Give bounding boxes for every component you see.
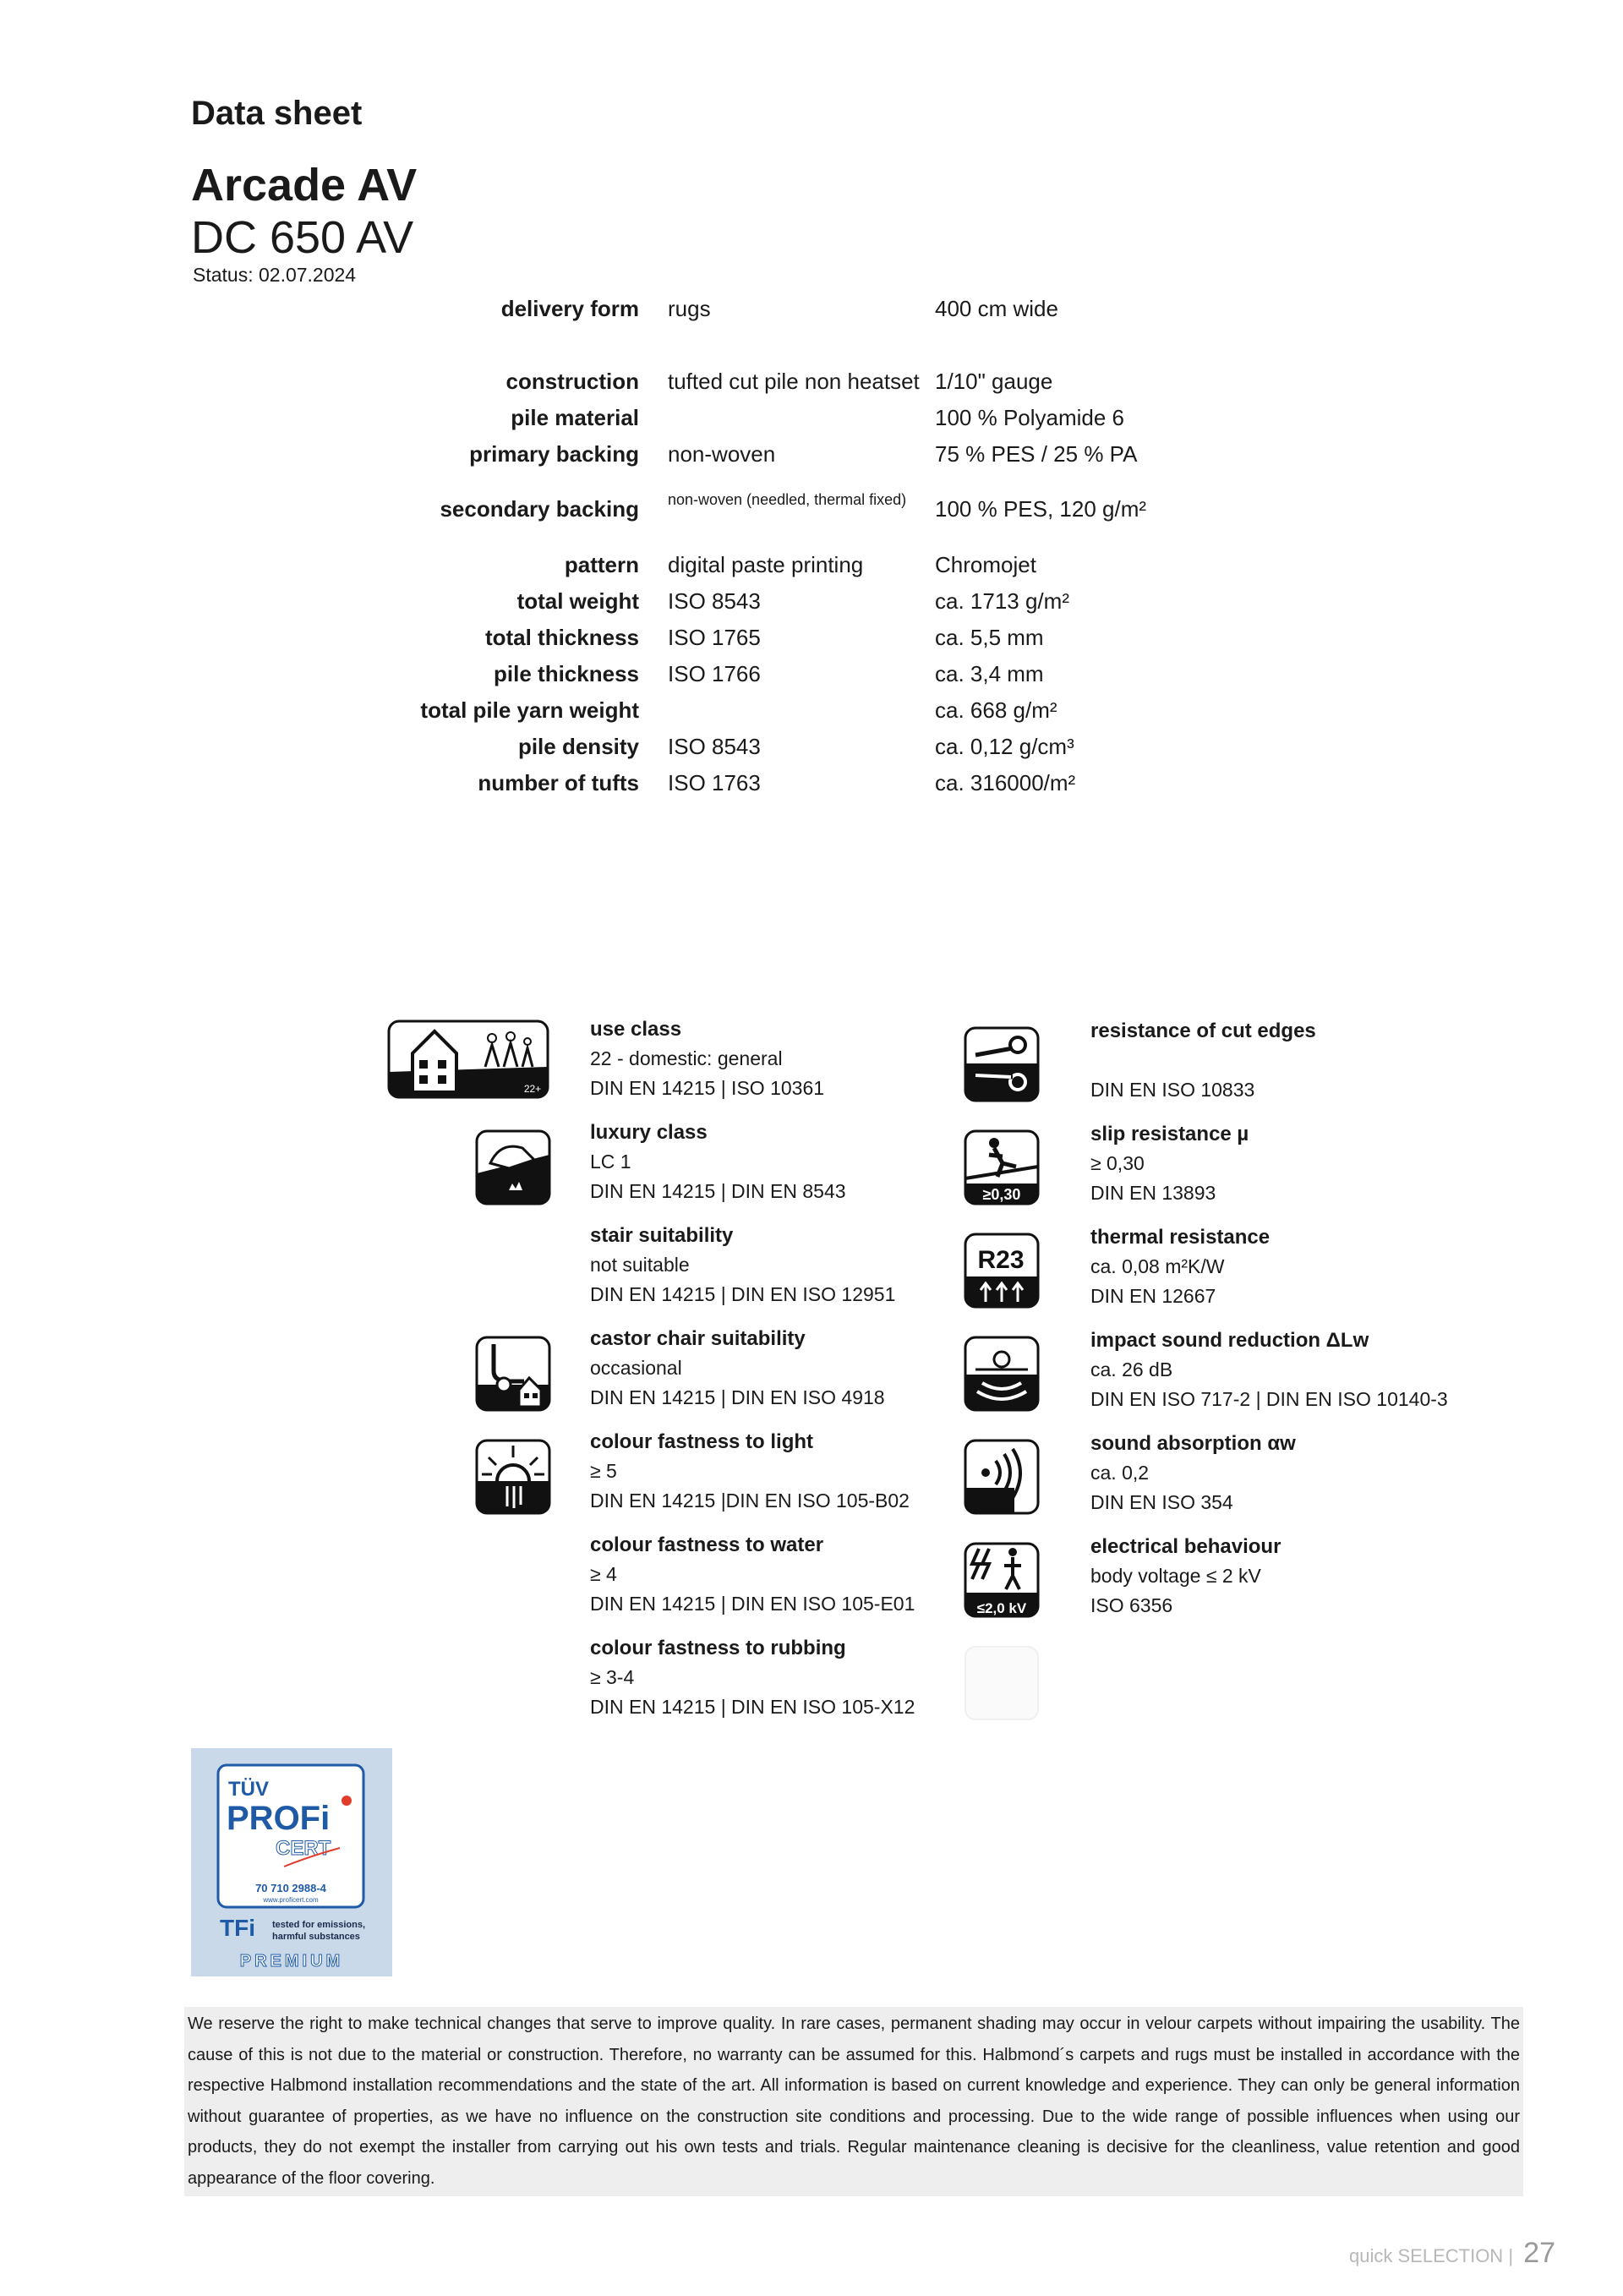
property-title: luxury class [590, 1121, 708, 1144]
page-number: 27 [1523, 2237, 1555, 2269]
tuv-profi-cert-logo [191, 1748, 392, 1976]
svg-text:harmful substances: harmful substances [272, 1932, 360, 1942]
thermal-badge: R23 [977, 1246, 1025, 1274]
spec-value-1: non-woven (needled, thermal fixed) [668, 491, 907, 508]
disclaimer-text: We reserve the right to make technical changes that serve to improve quality. In rare cases, permanent shading may occur in velour carpets without impairing the usability. The cause of this is not due to the material or construction. Therefore, no warranty can be assumed for this. Halbmond´s carpets and rugs must be installed in accordance with the respective Halbmond installation recommendations and the state of the art. All information is based on current knowledge and experience. They can only be general information without guarantee of properties, as we have no influence on the construction site conditions and processing. Due to the wide range of possible influences when using our products, they do not exempt the installer from carrying out his own tests and trials. Regular maintenance cleaning is decisive for the cleanliness, value retention and good appearance of the floor covering. [184, 2007, 1523, 2196]
property-standard: DIN EN ISO 717-2 | DIN EN ISO 10140-3 [1090, 1388, 1448, 1410]
spec-row [0, 734, 1623, 768]
svg-text:70 710 2988-4: 70 710 2988-4 [255, 1882, 326, 1894]
property-title: thermal resistance [1090, 1226, 1271, 1249]
spec-value-2: 100 % PES, 120 g/m² [935, 496, 1147, 522]
status-date: Status: 02.07.2024 [193, 264, 357, 286]
svg-text:PREMIUM: PREMIUM [239, 1952, 344, 1971]
property-rubbing-fastness [590, 1633, 1063, 1722]
property-value: occasional [590, 1357, 682, 1379]
property-value: 22 - domestic: general [590, 1047, 783, 1069]
property-value: ca. 0,2 [1090, 1462, 1150, 1484]
footer-section: quick SELECTION [1349, 2245, 1504, 2266]
property-value: not suitable [590, 1254, 690, 1276]
property-value: ≥ 4 [590, 1563, 617, 1585]
property-sound-absorption [1090, 1429, 1564, 1517]
spec-value-1: ISO 8543 [668, 588, 761, 614]
spec-label: pile thickness [494, 661, 639, 686]
spec-row [0, 588, 1623, 622]
property-title: resistance of cut edges [1090, 1020, 1316, 1042]
spec-row [0, 625, 1623, 659]
spec-row [0, 697, 1623, 731]
property-stair-suitability [590, 1221, 1063, 1309]
spec-value-1: ISO 8543 [668, 734, 761, 759]
spec-label: construction [505, 369, 639, 394]
property-title: colour fastness to water [590, 1533, 824, 1556]
property-castor-chair [590, 1324, 1063, 1413]
castor-chair-icon [475, 1336, 551, 1412]
spec-value-1: ISO 1766 [668, 661, 761, 686]
spec-value-1: ISO 1765 [668, 625, 761, 650]
property-title: impact sound reduction ΔLw [1090, 1329, 1369, 1352]
light-fastness-icon [475, 1439, 551, 1515]
property-standard: DIN EN 14215 | DIN EN ISO 12951 [590, 1283, 896, 1305]
spec-label: pattern [564, 552, 639, 577]
property-thermal-resistance [1090, 1222, 1564, 1311]
spec-row [0, 296, 1623, 330]
property-standard: DIN EN 14215 |DIN EN ISO 105-B02 [590, 1490, 910, 1512]
spec-row [0, 552, 1623, 586]
footer-separator: | [1508, 2245, 1514, 2266]
spec-value-2: Chromojet [935, 552, 1036, 577]
doc-type-heading: Data sheet [191, 95, 363, 132]
property-water-fastness [590, 1530, 1063, 1619]
spec-label: primary backing [469, 441, 639, 467]
property-title: colour fastness to rubbing [590, 1637, 846, 1659]
property-title: sound absorption αw [1090, 1432, 1296, 1455]
slip-badge: ≥0,30 [982, 1186, 1021, 1203]
page-footer [1349, 2237, 1555, 2270]
spec-value-1: rugs [668, 296, 711, 321]
svg-text:TÜV: TÜV [228, 1778, 269, 1801]
spec-value-1: tufted cut pile non heatset [668, 369, 920, 394]
use-class-badge: 22+ [523, 1083, 542, 1095]
spec-row [0, 441, 1623, 475]
electrical-badge: ≤2,0 kV [976, 1600, 1027, 1616]
spec-label: pile density [517, 734, 639, 759]
product-code: DC 650 AV [191, 212, 414, 263]
property-title: stair suitability [590, 1224, 734, 1247]
product-title: Arcade AV [191, 160, 418, 210]
property-impact-sound [1090, 1326, 1598, 1414]
use-class-icon [387, 1020, 549, 1099]
property-value: LC 1 [590, 1151, 631, 1173]
property-slip-resistance [1090, 1119, 1564, 1208]
property-title: slip resistance µ [1090, 1123, 1249, 1145]
spec-value-1: ISO 1763 [668, 770, 761, 795]
svg-text:CERT: CERT [276, 1837, 331, 1860]
property-use-class [590, 1014, 1063, 1103]
property-value: ≥ 0,30 [1090, 1152, 1145, 1174]
spec-value-2: ca. 5,5 mm [935, 625, 1044, 650]
spec-row [0, 369, 1623, 402]
spec-label: delivery form [500, 296, 639, 321]
property-standard: DIN EN 14215 | DIN EN ISO 4918 [590, 1386, 885, 1408]
property-value [1090, 1046, 1564, 1075]
svg-text:PROFi: PROFi [227, 1800, 331, 1837]
spec-value-2: ca. 0,12 g/cm³ [935, 734, 1074, 759]
spec-row [0, 491, 1623, 530]
property-standard: ISO 6356 [1090, 1594, 1173, 1616]
property-luxury-class [590, 1118, 1063, 1206]
property-standard: DIN EN ISO 354 [1090, 1491, 1233, 1513]
spec-label: number of tufts [478, 770, 639, 795]
spec-label: pile material [511, 405, 639, 430]
property-title: electrical behaviour [1090, 1535, 1281, 1558]
property-title: castor chair suitability [590, 1327, 806, 1350]
spec-label: total thickness [484, 625, 639, 650]
property-standard: DIN EN 14215 | DIN EN ISO 105-E01 [590, 1593, 915, 1615]
spec-value-2: ca. 316000/m² [935, 770, 1076, 795]
property-value: ca. 0,08 m²K/W [1090, 1255, 1225, 1277]
property-title: colour fastness to light [590, 1430, 814, 1453]
property-standard: DIN EN 14215 | ISO 10361 [590, 1077, 825, 1099]
property-value: ca. 26 dB [1090, 1358, 1173, 1380]
svg-text:www.proficert.com: www.proficert.com [263, 1896, 319, 1904]
spec-label: total weight [516, 588, 639, 614]
property-value: body voltage ≤ 2 kV [1090, 1565, 1261, 1587]
spec-row [0, 661, 1623, 695]
spec-value-1: digital paste printing [668, 552, 864, 577]
spec-value-2: ca. 3,4 mm [935, 661, 1044, 686]
property-value: ≥ 3-4 [590, 1666, 635, 1688]
luxury-class-icon [475, 1129, 551, 1205]
property-light-fastness [590, 1427, 1063, 1516]
property-title: use class [590, 1018, 682, 1041]
svg-text:TFi: TFi [220, 1915, 255, 1941]
spec-value-2: 1/10" gauge [935, 369, 1053, 394]
spec-row [0, 770, 1623, 804]
spec-value-2: 100 % Polyamide 6 [935, 405, 1125, 430]
spec-value-2: 400 cm wide [935, 296, 1058, 321]
spec-value-2: ca. 1713 g/m² [935, 588, 1069, 614]
property-standard: DIN EN 13893 [1090, 1182, 1216, 1204]
property-cut-edges [1090, 1016, 1564, 1105]
spec-label: total pile yarn weight [420, 697, 639, 723]
property-value: ≥ 5 [590, 1460, 617, 1482]
property-standard: DIN EN 14215 | DIN EN ISO 105-X12 [590, 1696, 915, 1718]
property-standard: DIN EN 12667 [1090, 1285, 1216, 1307]
spec-value-2: 75 % PES / 25 % PA [935, 441, 1138, 467]
property-standard: DIN EN 14215 | DIN EN 8543 [590, 1180, 846, 1202]
spec-label: secondary backing [440, 496, 639, 522]
svg-text:tested for emissions,: tested for emissions, [272, 1920, 366, 1930]
property-electrical-behaviour [1090, 1532, 1564, 1621]
property-standard: DIN EN ISO 10833 [1090, 1079, 1255, 1101]
spec-value-1: non-woven [668, 441, 776, 467]
spec-value-2: ca. 668 g/m² [935, 697, 1057, 723]
spec-row [0, 405, 1623, 439]
